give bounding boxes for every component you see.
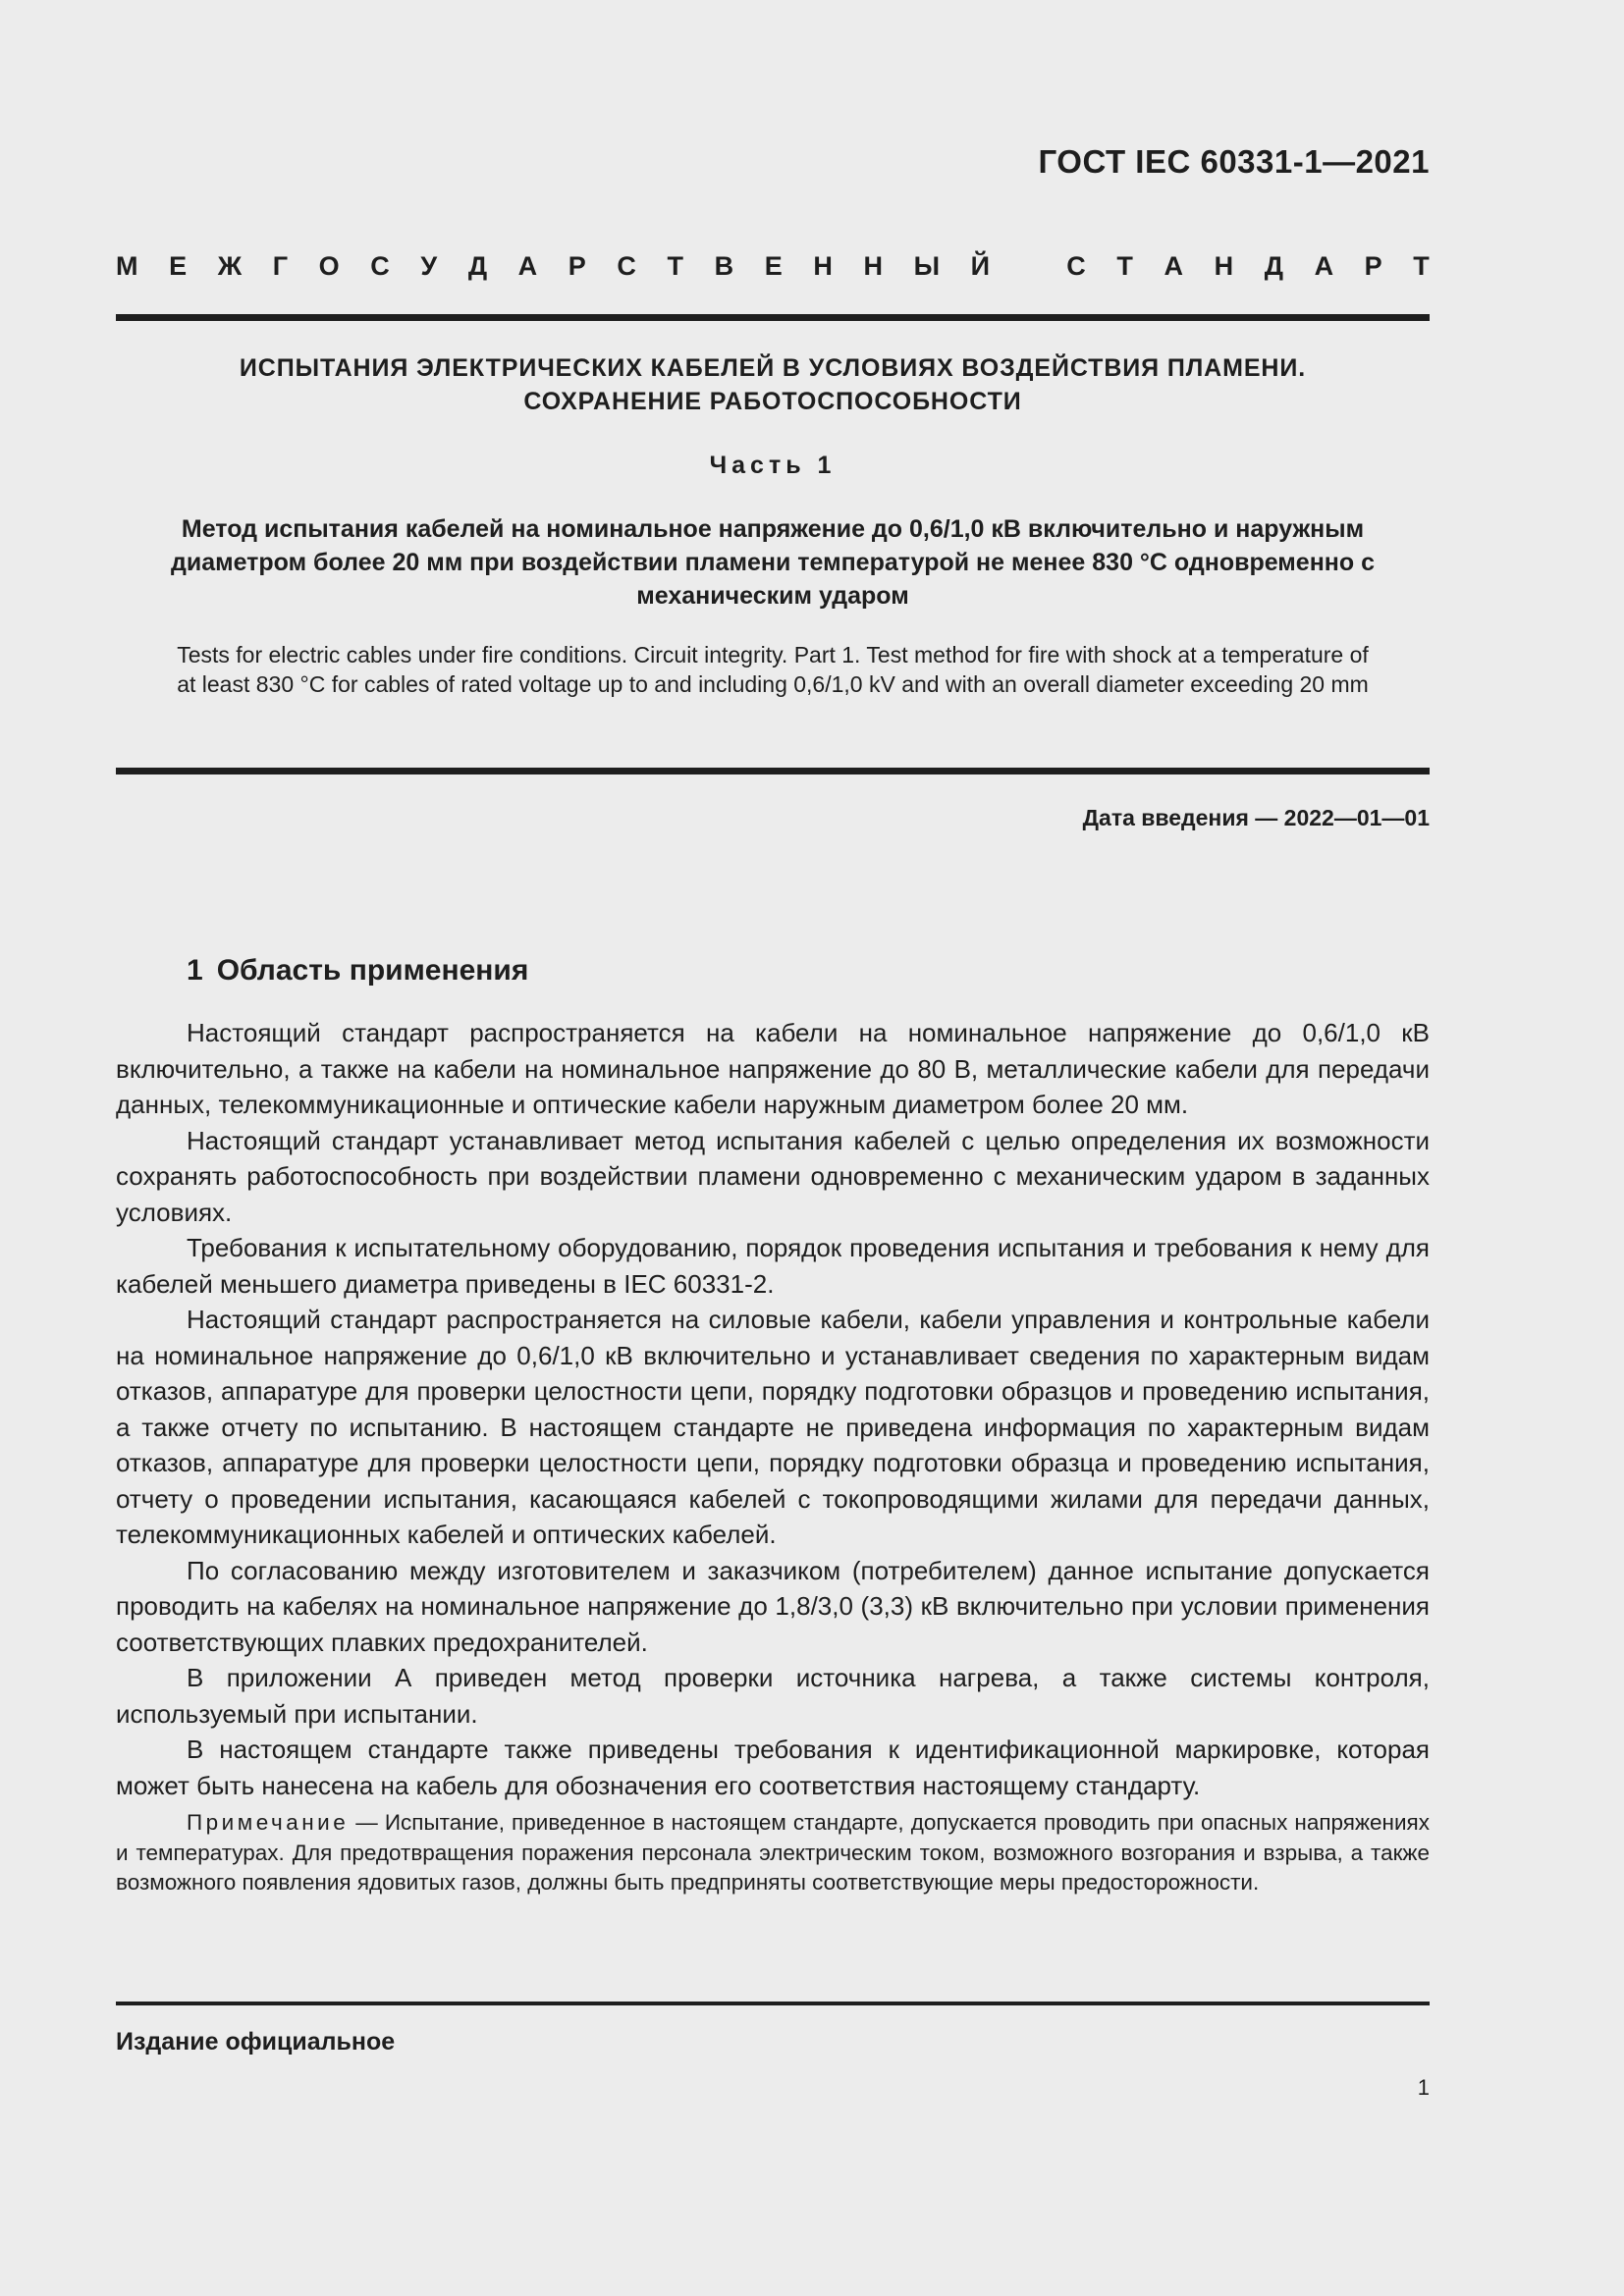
standard-type-letter: Ж xyxy=(217,251,243,281)
document-number: ГОСТ IEC 60331-1—2021 xyxy=(1038,143,1430,180)
section-body xyxy=(116,1015,1430,1803)
standard-type-letter: Н xyxy=(863,251,883,281)
title-line-1: ИСПЫТАНИЯ ЭЛЕКТРИЧЕСКИХ КАБЕЛЕЙ В УСЛОВИЯХ ВОЗДЕЙСТВИЯ ПЛАМЕНИ. xyxy=(239,354,1307,382)
standard-type-letter: Т xyxy=(1116,251,1133,281)
paragraph: В приложении А приведен метод проверки источника нагрева, а также системы контроля, используемый при испытании. xyxy=(116,1663,1430,1729)
standard-type-letter: Н xyxy=(813,251,833,281)
standard-type-letter: В xyxy=(714,251,734,281)
section-heading xyxy=(187,954,528,988)
standard-type-letter: Р xyxy=(1364,251,1382,281)
paragraph: В настоящем стандарте также приведены требования к идентификационной маркировке, которая может быть нанесена на кабель для обозначения его соответствия настоящему стандарту. xyxy=(116,1735,1430,1800)
standard-type-letter: Ы xyxy=(913,251,941,281)
document-subtitle: Метод испытания кабелей на номинальное напряжение до 0,6/1,0 кВ включительно и наружным диаметром более 20 мм при воздействии пламени температурой не менее 830 °С одновременно с механическим ударом xyxy=(170,515,1376,610)
top-divider xyxy=(116,314,1430,321)
standard-type-letter: Е xyxy=(169,251,188,281)
standard-type-letter: Н xyxy=(1214,251,1234,281)
standard-type-letter: Г xyxy=(272,251,289,281)
standard-type-letter: Т xyxy=(667,251,684,281)
footer-divider xyxy=(116,2002,1430,2005)
standard-type-letter: О xyxy=(318,251,340,281)
standard-type-letter: Й xyxy=(970,251,991,281)
introduction-date: Дата введения — 2022—01—01 xyxy=(1082,805,1430,830)
section-number: 1 xyxy=(187,954,203,987)
note-label: Примечание xyxy=(187,1810,350,1835)
part-label: Часть 1 xyxy=(709,452,837,479)
standard-type-letter: С xyxy=(617,251,636,281)
paragraph: Требования к испытательному оборудованию, порядок проведения испытания и требования к нему для кабелей меньшего диаметра приведены в IEC 60331-2. xyxy=(116,1233,1430,1299)
paragraph: По согласованию между изготовителем и заказчиком (потребителем) данное испытание допускается проводить на кабелях на номинальное напряжение до 1,8/3,0 (3,3) кВ включительно при условии применения соответствующих плавких предохранителей. xyxy=(116,1555,1430,1657)
edition-label: Издание официальное xyxy=(116,2028,396,2056)
document-title xyxy=(116,351,1430,418)
note-text: — Испытание, приведенное в настоящем стандарте, допускается проводить при опасных напряжениях и температурах. Для предотвращения поражения персонала электрическим током, возможного возгорания и взрыва, а также возможного появления ядовитых газов, должны быть предприняты соответствующие меры предосторожности. xyxy=(116,1810,1430,1895)
section-title: Область применения xyxy=(216,954,529,987)
paragraph: Настоящий стандарт распространяется на кабели на номинальное напряжение до 0,6/1,0 кВ включительно, а также на кабели на номинальное напряжение до 80 В, металлические кабели для передачи данных, телекоммуникационные и оптические кабели наружным диаметром более 20 мм. xyxy=(116,1018,1430,1119)
standard-type-letter: Е xyxy=(764,251,783,281)
title-bottom-divider xyxy=(116,768,1430,774)
standard-type-letter: Д xyxy=(467,251,488,281)
standard-type-letter: А xyxy=(1164,251,1183,281)
standard-type-letter: Д xyxy=(1264,251,1283,281)
standard-type-letter: Р xyxy=(568,251,586,281)
standard-type-letter: А xyxy=(1314,251,1334,281)
page-number: 1 xyxy=(1417,2075,1430,2100)
standard-type-heading xyxy=(116,251,1430,282)
note xyxy=(116,1808,1430,1898)
standard-type-letter: У xyxy=(420,251,438,281)
standard-type-letter: А xyxy=(517,251,538,281)
standard-type-letter: Т xyxy=(1413,251,1430,281)
standard-type-letter: М xyxy=(116,251,138,281)
paragraph: Настоящий стандарт распространяется на силовые кабели, кабели управления и контрольные кабели на номинальное напряжение до 0,6/1,0 кВ включительно и устанавливает сведения по характерным видам отказов, аппаратуре для проверки целостности цепи, порядку подготовки образцов и проведению испытания, а также отчету по испытанию. В настоящем стандарте не приведена информация по характерным видам отказов, аппаратуре для проверки целостности цепи, порядку подготовки образца и проведению испытания, отчету о проведении испытания, касающаяся кабелей с токопроводящими жилами для передачи данных, телекоммуникационных кабелей и оптических кабелей. xyxy=(116,1305,1430,1549)
english-title: Tests for electric cables under fire conditions. Circuit integrity. Part 1. Test method for fire with shock at a temperature of at least 830 °C for cables of rated voltage up to and including 0,6/1,0 kV and with an overall diameter exceeding 20 mm xyxy=(177,642,1369,697)
standard-type-letter: С xyxy=(370,251,390,281)
standard-type-letter xyxy=(1021,251,1036,282)
title-line-2: СОХРАНЕНИЕ РАБОТОСПОСОБНОСТИ xyxy=(523,388,1022,415)
standard-type-letter: С xyxy=(1066,251,1086,281)
paragraph: Настоящий стандарт устанавливает метод испытания кабелей с целью определения их возможности сохранять работоспособность при воздействии пламени одновременно с механическим ударом в заданных условиях. xyxy=(116,1125,1430,1227)
